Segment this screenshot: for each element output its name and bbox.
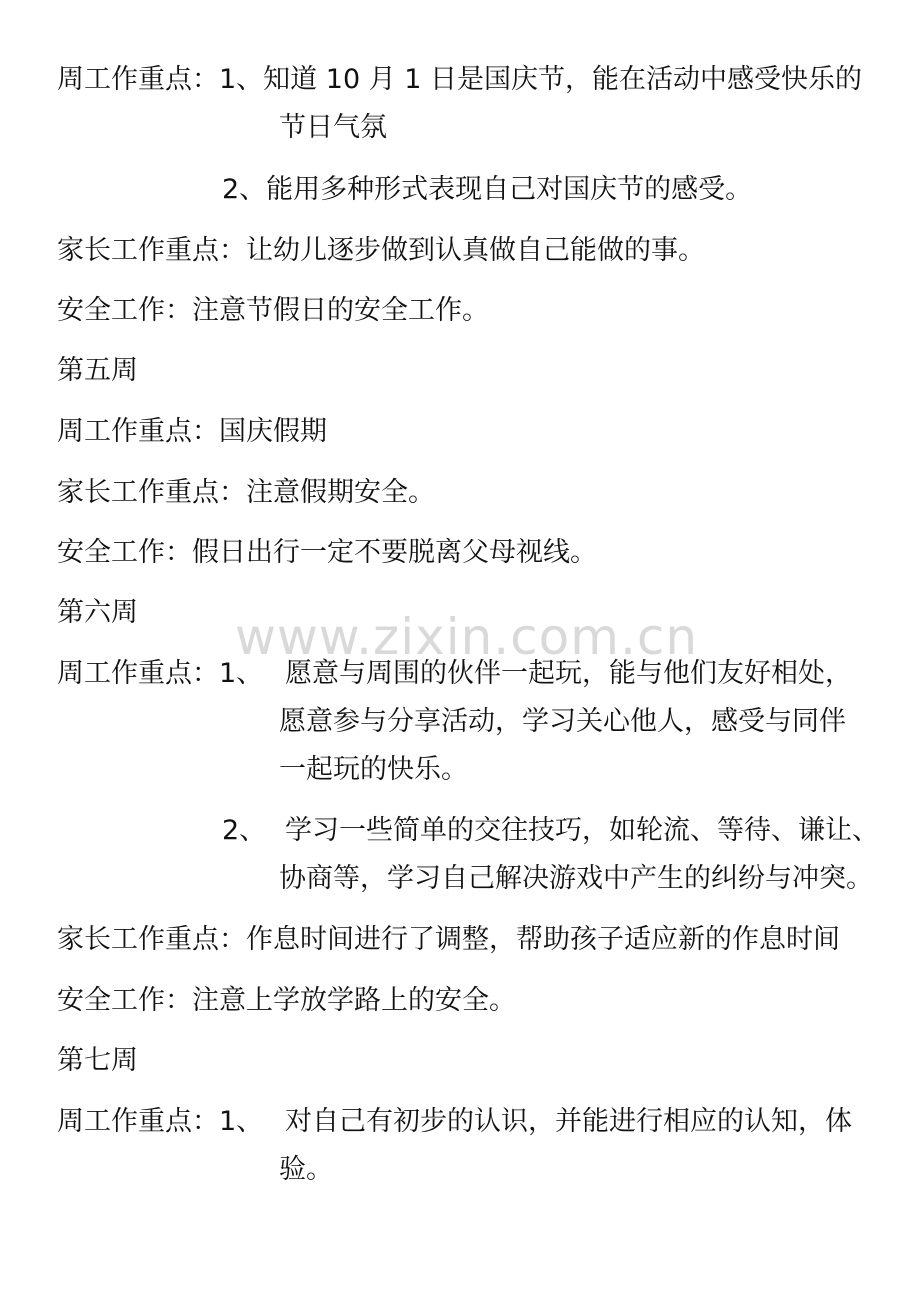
text-line: 协商等，学习自己解决游戏中产生的纠纷与冲突。	[279, 863, 873, 894]
text-line: 安全工作：注意节假日的安全工作。	[57, 295, 489, 326]
text-line: 周工作重点：国庆假期	[57, 416, 327, 447]
text-line: 家长工作重点：注意假期安全。	[57, 477, 435, 508]
text-line: 对自己有初步的认识，并能进行相应的认知，体	[285, 1106, 852, 1137]
text-line: 周工作重点：1、知道 10 月 1 日是国庆节，能在活动中感受快乐的	[57, 64, 863, 95]
text-line: 家长工作重点：作息时间进行了调整，帮助孩子适应新的作息时间	[57, 924, 840, 955]
section-heading: 第七周	[57, 1045, 138, 1076]
text-line: 一起玩的快乐。	[279, 754, 468, 785]
text-line: 2、	[222, 815, 267, 846]
text-line: 周工作重点：1、	[57, 658, 264, 689]
section-heading: 第六周	[57, 597, 138, 628]
text-line: 验。	[279, 1154, 333, 1185]
text-line: 学习一些简单的交往技巧，如轮流、等待、谦让、	[285, 815, 879, 846]
text-line: 2、能用多种形式表现自己对国庆节的感受。	[222, 174, 753, 205]
text-line: 愿意与周围的伙伴一起玩，能与他们友好相处，	[285, 658, 852, 689]
watermark: www.zixin.com.cn	[235, 608, 699, 666]
text-line: 愿意参与分享活动，学习关心他人，感受与同伴	[279, 706, 846, 737]
text-line: 节日气氛	[279, 112, 387, 143]
text-line: 家长工作重点：让幼儿逐步做到认真做自己能做的事。	[57, 235, 705, 266]
text-line: 安全工作：注意上学放学路上的安全。	[57, 985, 516, 1016]
section-heading: 第五周	[57, 355, 138, 386]
text-line: 周工作重点：1、	[57, 1106, 264, 1137]
text-line: 安全工作：假日出行一定不要脱离父母视线。	[57, 537, 597, 568]
